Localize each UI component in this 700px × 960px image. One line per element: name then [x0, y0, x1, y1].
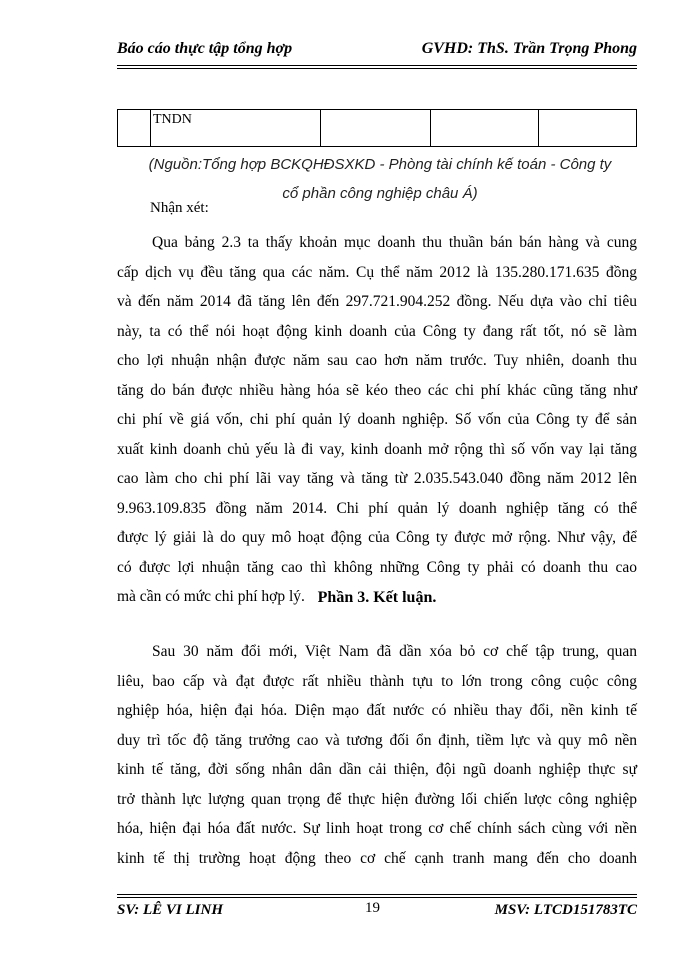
- table-source-note: [140, 150, 620, 208]
- header-report-title: Báo cáo thực tập tổng hợp: [117, 40, 293, 57]
- paragraph-line: mà cần có mức chi phí hợp lý.: [117, 588, 305, 605]
- paragraph-line: này, ta có thể nói hoạt động kinh doanh của Công ty đang rất tốt, nó sẽ làm: [117, 322, 637, 340]
- paragraph-line: và đến năm 2014 đã tăng lên đến 297.721.904.252 đồng. Nếu dựa vào chỉ tiêu: [117, 293, 637, 310]
- table-cell: [431, 110, 539, 147]
- paragraph-line: cho lợi nhuận nhận được năm sau cao hơn năm trước. Tuy nhiên, doanh thu: [117, 352, 637, 369]
- header-supervisor: GVHD: ThS. Trần Trọng Phong: [421, 40, 637, 57]
- paragraph-conclusion: [117, 637, 637, 873]
- paragraph-line: Qua bảng 2.3 ta thấy khoản mục doanh thu thuần bán bán hàng và cung: [152, 234, 637, 251]
- paragraph-line: được lý giải là do quy mô hoạt động của Công ty được mở rộng. Như vậy, để: [117, 529, 637, 546]
- paragraph-line: cao làm cho chi phí lãi vay tăng và tăng từ 2.035.543.040 đồng năm 2012 lên: [117, 470, 637, 487]
- remark-label: Nhận xét:: [150, 200, 209, 216]
- footer-student-name: SV: LÊ VI LINH: [117, 902, 223, 918]
- page-number: 19: [365, 900, 380, 916]
- page-footer: [117, 900, 637, 922]
- paragraph-line: hóa, hiện đại hóa đất nước. Sự linh hoạt trong cơ chế chính sách cùng với nền: [117, 820, 637, 837]
- table-cell: [539, 110, 637, 147]
- paragraph-line: Sau 30 năm đổi mới, Việt Nam đã dần xóa bỏ cơ chế tập trung, quan: [152, 643, 637, 660]
- paragraph-line: nghiệp hóa, hiện đại hóa. Diện mạo đất nước có nhiều thay đổi, nền kinh tế: [117, 702, 637, 719]
- paragraph-line: có được lợi nhuận tăng cao thì không những Công ty phải có doanh thu cao: [117, 558, 637, 576]
- paragraph-line: cấp dịch vụ đều tăng qua các năm. Cụ thể năm 2012 là 135.280.171.635 đồng: [117, 263, 637, 281]
- table-cell-label: TNDN: [151, 110, 321, 147]
- footer-rule: [117, 894, 637, 898]
- paragraph-line: liêu, bao cấp và đạt được rất nhiều thành tựu to lớn trong công cuộc công: [117, 672, 637, 690]
- paragraph-line: 9.963.109.835 đồng năm 2014. Chi phí quản lý doanh nghiệp tăng có thể: [117, 499, 637, 517]
- source-line-2: cổ phần công nghiệp châu Á): [282, 185, 478, 202]
- paragraph-line: kinh tế tăng, đời sống nhân dân dần cải thiện, đội ngũ doanh nghiệp thực sự: [117, 761, 637, 778]
- header-rule: [117, 65, 637, 69]
- table-tail: [117, 109, 637, 147]
- paragraph-line: xuất kinh doanh chủ yếu là đi vay, kinh doanh mở rộng thì số vốn vay lại tăng: [117, 440, 637, 458]
- paragraph-line: kinh tế thị trường hoạt động theo cơ chế cạnh tranh mang đến cho doanh: [117, 849, 637, 867]
- table-cell: [321, 110, 431, 147]
- paragraph-analysis: [117, 228, 637, 612]
- table-row: [118, 110, 637, 147]
- source-line-1: (Nguồn:Tổng hợp BCKQHĐSXKD - Phòng tài chính kế toán - Công ty: [148, 156, 612, 173]
- table-cell: [118, 110, 151, 147]
- paragraph-line: trở thành lực lượng quan trọng để thực hiện đường lối chiến lược công nghiệp: [117, 790, 637, 808]
- footer-student-id: MSV: LTCD151783TC: [494, 902, 637, 918]
- page-header: [117, 38, 637, 62]
- paragraph-line: tăng do bán được nhiều hàng hóa sẽ kéo theo các chi phí khác cũng tăng như: [117, 381, 637, 399]
- section-title: Phần 3. Kết luận.: [317, 589, 437, 606]
- paragraph-line: duy trì tốc độ tăng trưởng cao và tương đối ổn định, tiềm lực và quy mô nền: [117, 731, 637, 749]
- paragraph-line: chi phí về giá vốn, chi phí quản lý doanh nghiệp. Số vốn của Công ty để sản: [117, 411, 637, 428]
